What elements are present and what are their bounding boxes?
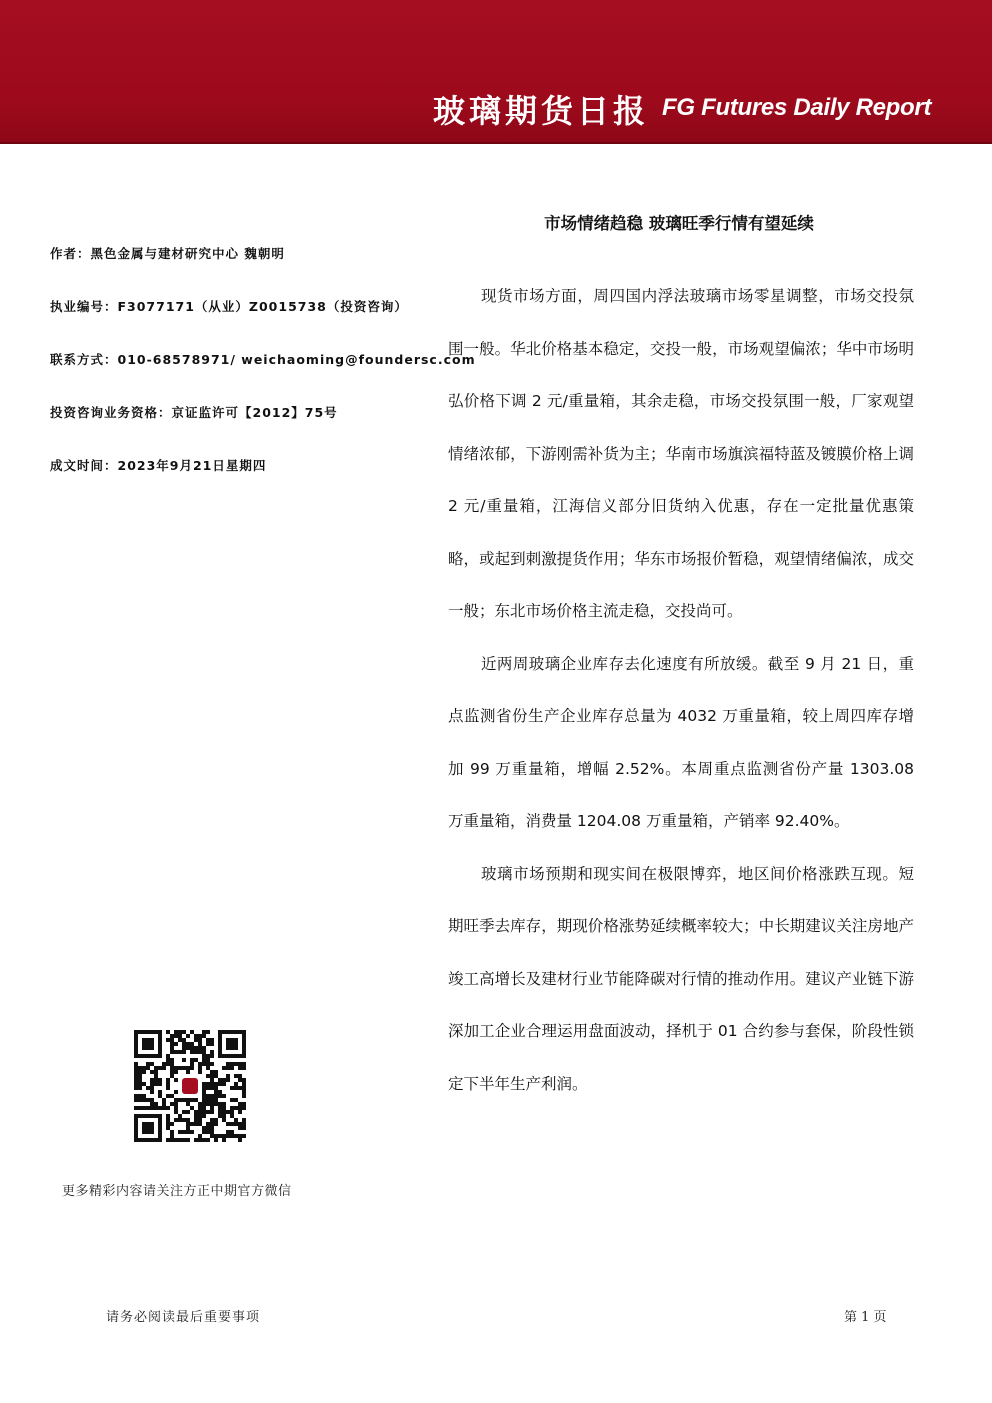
qr-caption: 更多精彩内容请关注方正中期官方微信 xyxy=(62,1184,292,1199)
header-banner xyxy=(0,0,992,144)
date-line: 成文时间：2023年9月21日星期四 xyxy=(50,458,267,473)
report-title-en: FG Futures Daily Report xyxy=(662,94,932,121)
qr-code-icon xyxy=(134,1030,246,1142)
contact-line: 联系方式：010-68578971/ weichaoming@foundersc.com xyxy=(50,352,476,367)
page-number: 第 1 页 xyxy=(844,1310,887,1325)
license-line: 执业编号：F3077171（从业）Z0015738（投资咨询） xyxy=(50,299,408,314)
paragraph-spot-market: 现货市场方面，周四国内浮法玻璃市场零星调整，市场交投氛围一般。华北价格基本稳定，交投一般，市场观望偏浓；华中市场明弘价格下调 2 元/重量箱，其余走稳，市场交投氛围一般，厂家观望情绪浓郁，下游刚需补货为主；华南市场旗滨福特蓝及镀膜价格上调 2 元/重量箱，江海信义部分旧货纳入优惠，存在一定批量优惠策略，或起到刺激提货作用；华东市场报价暂稳，观望情绪偏浓，成交一般；东北市场价格主流走稳，交投尚可。 xyxy=(448,287,914,620)
author-line: 作者：黑色金属与建材研究中心 魏朝明 xyxy=(50,246,285,261)
article-title: 市场情绪趋稳 玻璃旺季行情有望延续 xyxy=(544,214,814,233)
qualification-line: 投资咨询业务资格：京证监许可【2012】75号 xyxy=(50,405,338,420)
author-info xyxy=(50,244,476,509)
article-body xyxy=(448,270,914,1110)
report-title-cn: 玻璃期货日报 xyxy=(433,92,650,130)
paragraph-outlook: 玻璃市场预期和现实间在极限博弈，地区间价格涨跌互现。短期旺季去库存，期现价格涨势延续概率较大；中长期建议关注房地产竣工高增长及建材行业节能降碳对行情的推动作用。建议产业链下游深加工企业合理运用盘面波动，择机于 01 合约参与套保，阶段性锁定下半年生产利润。 xyxy=(448,864,914,1093)
footer-notice: 请务必阅读最后重要事项 xyxy=(106,1310,261,1325)
paragraph-inventory: 近两周玻璃企业库存去化速度有所放缓。截至 9 月 21 日，重点监测省份生产企业库存总量为 4032 万重量箱，较上周四库存增加 99 万重量箱，增幅 2.52%。本周重点监测省份产量 1303.08 万重量箱，消费量 1204.08 万重量箱，产销率 92.40%。 xyxy=(448,654,914,830)
